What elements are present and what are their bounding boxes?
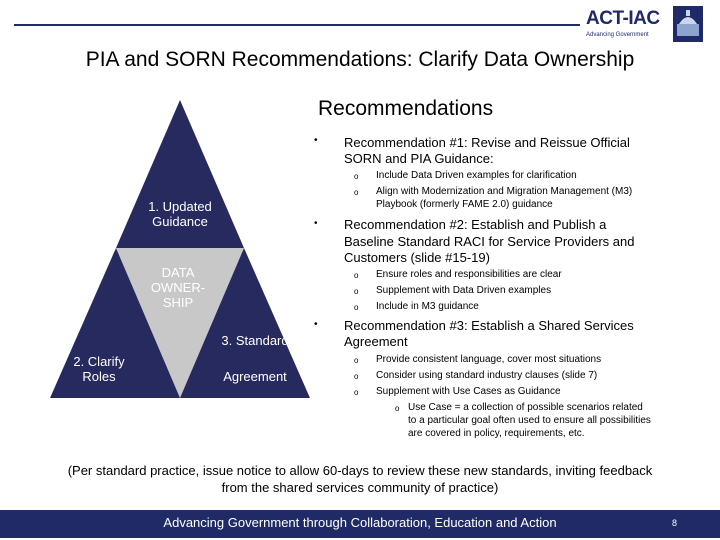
recommendation-1-sub-2-line-1: Align with Modernization and Migration Management (M3)	[376, 186, 633, 197]
sub-bullet: o	[354, 303, 359, 312]
recommendation-2-line-3: Customers (slide #15-19)	[344, 250, 490, 265]
header-rule	[14, 24, 580, 26]
sub-bullet: o	[354, 172, 359, 181]
footer-tagline: Advancing Government through Collaboration, Education and Action	[163, 515, 557, 530]
recommendation-3-sub-3: Supplement with Use Cases as Guidance	[376, 386, 561, 397]
recommendation-1-line-2: SORN and PIA Guidance:	[344, 151, 494, 166]
recommendation-1-sub-2-line-2: Playbook (formerly FAME 2.0) guidance	[376, 199, 553, 210]
footer-bar	[0, 510, 720, 538]
top-triangle-label: 1. Updated Guidance	[148, 199, 212, 229]
right-triangle-label-1: 3. Standard	[221, 333, 289, 348]
recommendation-2-sub-2: Supplement with Data Driven examples	[376, 285, 552, 296]
use-case-line-3: are covered in policy, requirements, etc.	[408, 428, 585, 439]
section-title: Recommendations	[318, 97, 494, 120]
recommendation-3-sub-1: Provide consistent language, cover most situations	[376, 354, 602, 365]
recommendation-3-line-1: Recommendation #3: Establish a Shared Services	[344, 318, 634, 333]
logo-text: ACT-IAC	[586, 8, 660, 29]
sub-sub-bullet: o	[395, 404, 400, 413]
review-note	[30, 462, 690, 496]
sub-bullet: o	[354, 287, 359, 296]
left-triangle-label: 2. Clarify Roles	[73, 354, 125, 384]
bullet: •	[314, 218, 318, 229]
bullet: •	[314, 319, 318, 330]
sub-bullet: o	[354, 388, 359, 397]
recommendation-2-line-1: Recommendation #2: Establish and Publish a	[344, 217, 607, 232]
logo-tagline: Advancing Government	[586, 32, 649, 38]
capitol-icon	[673, 6, 703, 42]
sub-bullet: o	[354, 271, 359, 280]
recommendation-1-sub-1: Include Data Driven examples for clarification	[376, 170, 577, 181]
center-triangle-label: DATA OWNER-SHIP	[150, 265, 206, 310]
sub-bullet: o	[354, 356, 359, 365]
review-note-line-2: from the shared services community of practice)	[221, 480, 499, 495]
recommendation-1-line-1: Recommendation #1: Revise and Reissue Official	[344, 135, 630, 150]
right-triangle-label-2: Agreement	[223, 369, 287, 384]
bullet: •	[314, 135, 318, 146]
sub-bullet: o	[354, 372, 359, 381]
recommendation-2-sub-3: Include in M3 guidance	[376, 301, 479, 312]
page-number: 8	[672, 518, 678, 528]
act-iac-logo	[586, 6, 706, 46]
review-note-line-1: (Per standard practice, issue notice to allow 60-days to review these new standards, inviting feedback	[67, 463, 653, 478]
recommendation-3-line-2: Agreement	[344, 334, 408, 349]
recommendation-3-sub-2: Consider using standard industry clauses (slide 7)	[376, 370, 598, 381]
page-title: PIA and SORN Recommendations: Clarify Data Ownership	[85, 48, 635, 71]
use-case-line-1: Use Case = a collection of possible scenarios related	[408, 402, 643, 413]
sub-bullet: o	[354, 188, 359, 197]
recommendation-2-sub-1: Ensure roles and responsibilities are clear	[376, 269, 562, 280]
recommendation-2-line-2: Baseline Standard RACI for Service Providers and	[344, 234, 635, 249]
use-case-line-2: to a particular goal often used to ensure all possibilities	[408, 415, 651, 426]
